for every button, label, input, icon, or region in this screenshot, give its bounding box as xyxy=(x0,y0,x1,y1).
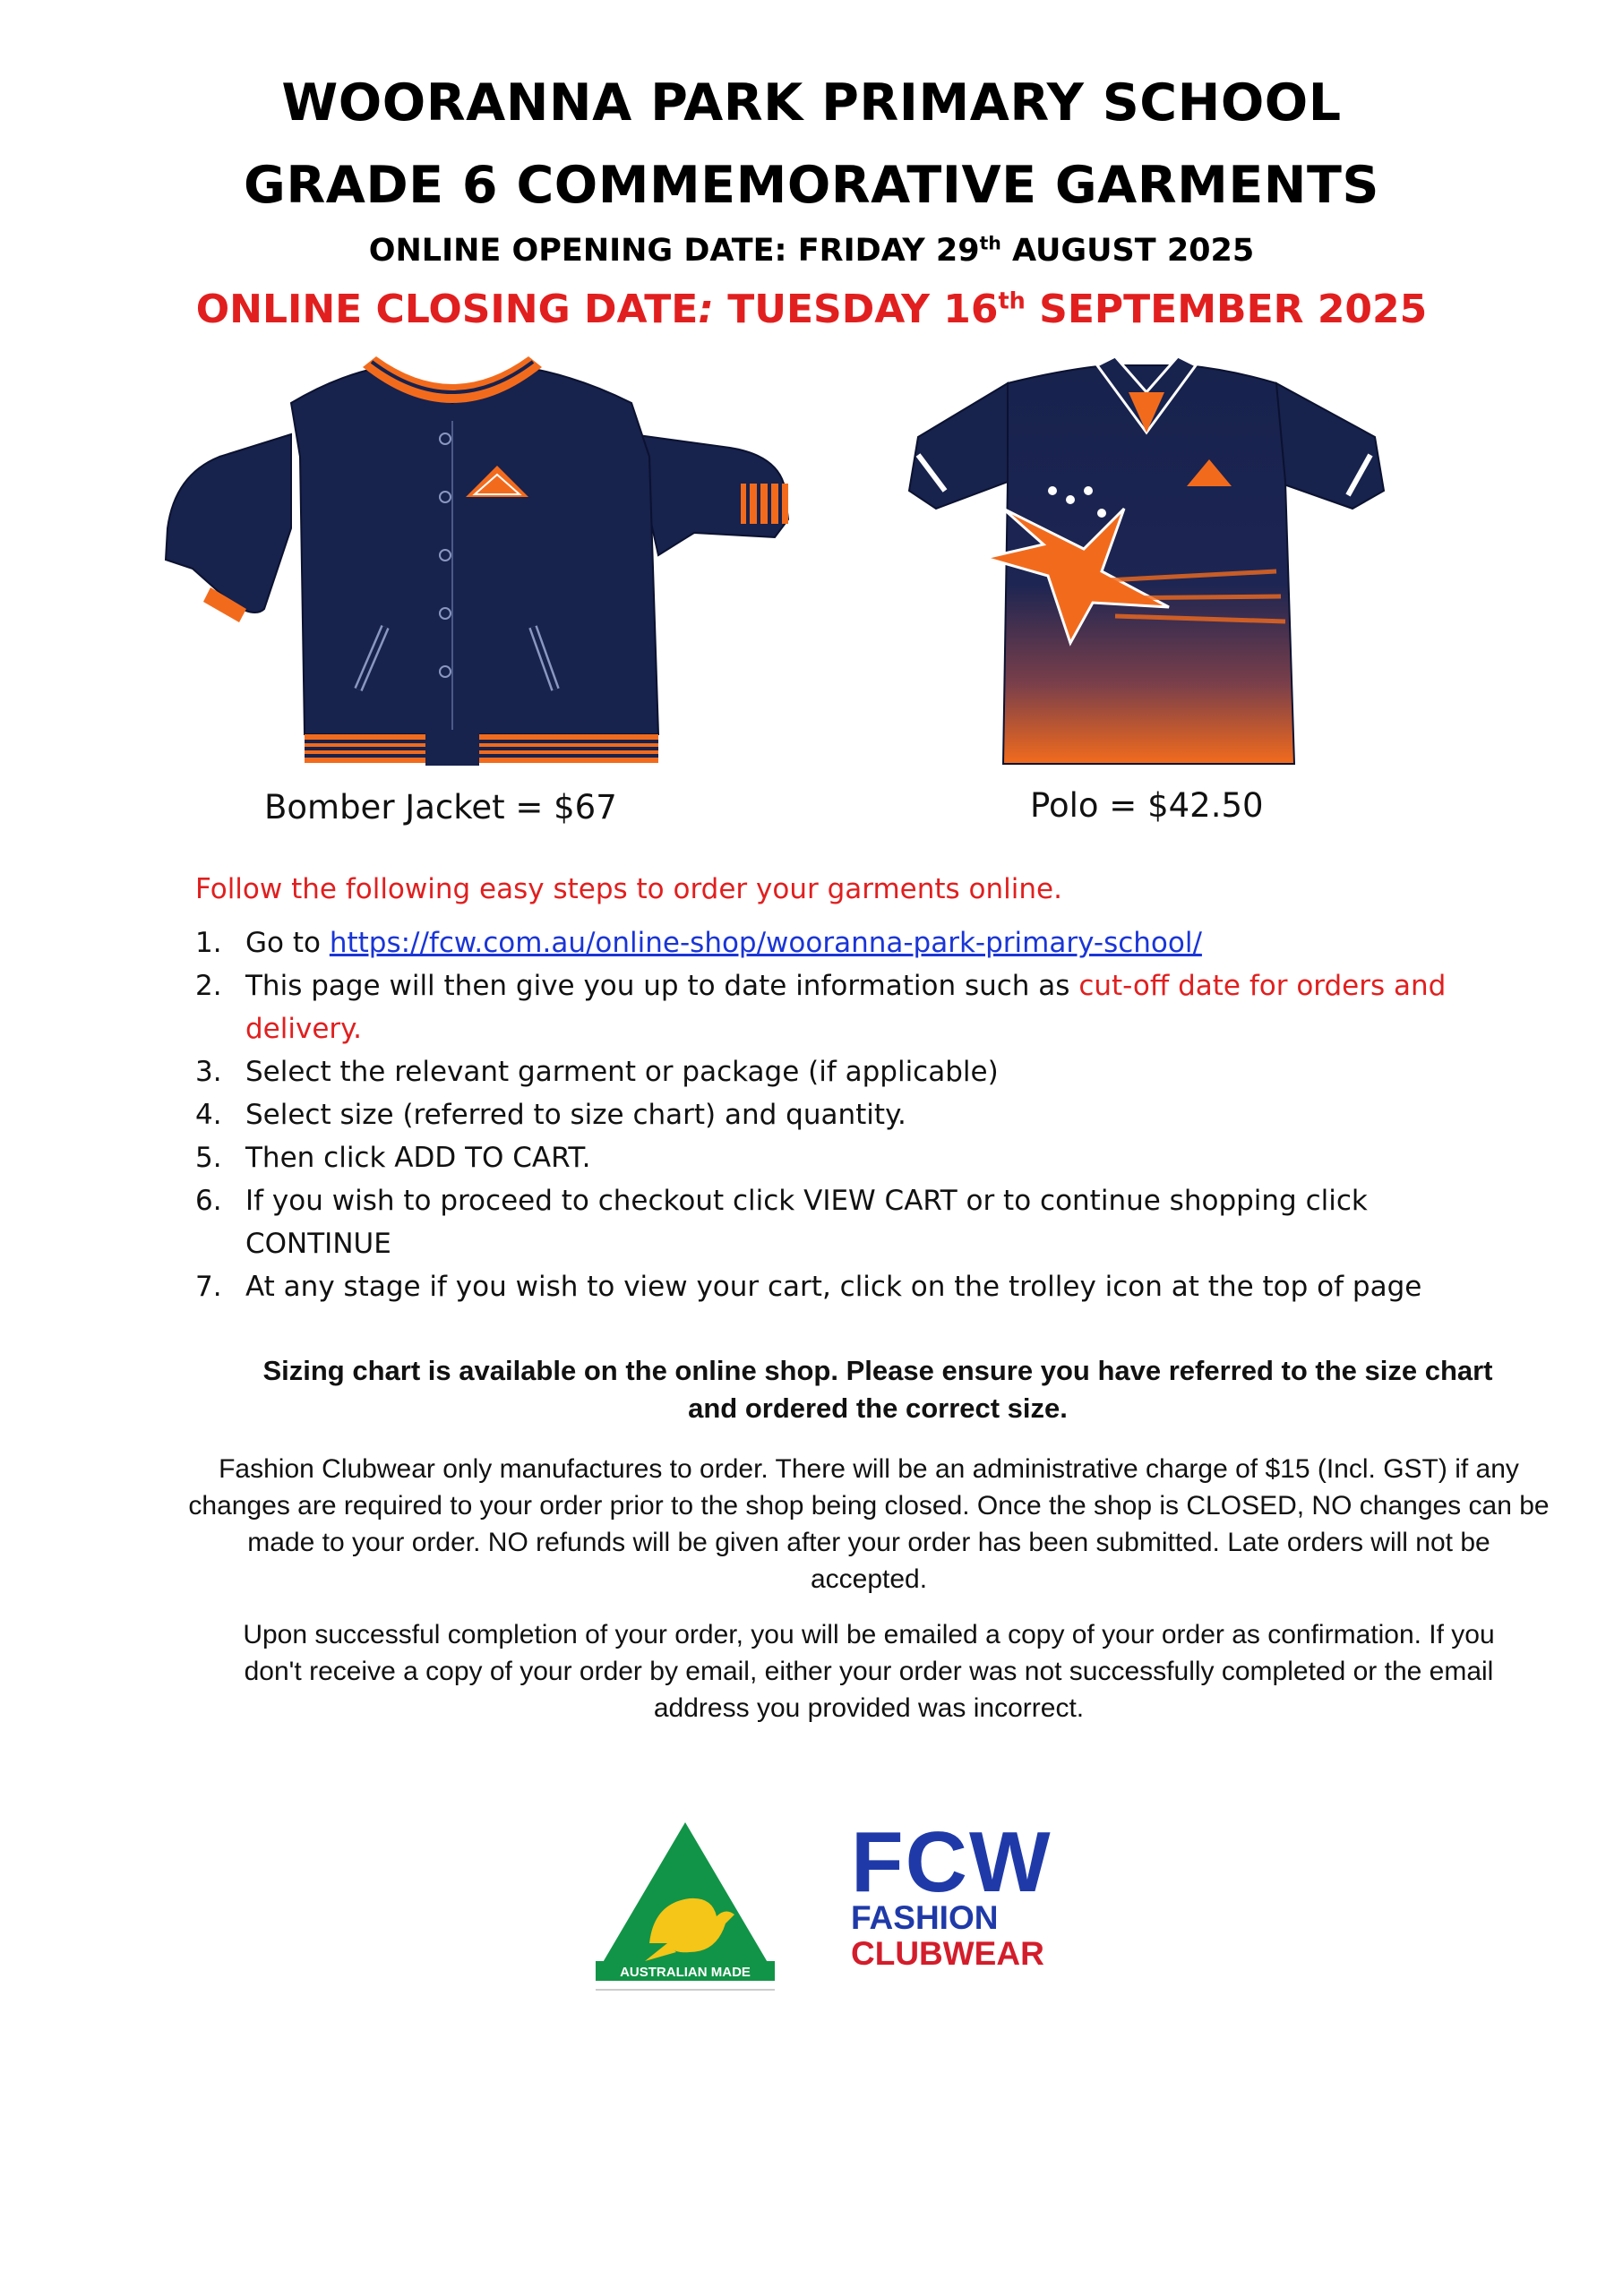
opening-date: ONLINE OPENING DATE: FRIDAY 29th AUGUST 2025 xyxy=(368,232,1255,269)
step-item: 5. Then click ADD TO CART. xyxy=(195,1142,591,1174)
polo-shirt-image xyxy=(900,356,1393,773)
shop-link[interactable]: https://fcw.com.au/online-shop/wooranna-park-primary-school/ xyxy=(329,927,1202,959)
australian-made-logo xyxy=(591,1818,779,1997)
step-item: 1. Go to https://fcw.com.au/online-shop/wooranna-park-primary-school/ xyxy=(195,927,1202,959)
australian-made-text: AUSTRALIAN MADE xyxy=(620,1965,751,1980)
fcw-clubwear: CLUBWEAR xyxy=(851,1935,1044,1972)
step-item: 6. If you wish to proceed to checkout click VIEW CART or to continue shopping click CONTINUE xyxy=(195,1185,1368,1260)
step-item: 2. This page will then give you up to date information such as cut-off date for orders and delivery. xyxy=(195,970,1447,1045)
bomber-jacket-image xyxy=(157,349,820,775)
confirmation-notice: Upon successful completion of your order, you will be emailed a copy of your order as confirmation. If you don't receive a copy of your order by email, either your order was not successfully completed or the email address you provided was incorrect. xyxy=(243,1620,1495,1723)
closing-date: ONLINE CLOSING DATE: TUESDAY 16th SEPTEMBER 2025 xyxy=(195,287,1428,332)
sizing-notice: Sizing chart is available on the online shop. Please ensure you have referred to the size chart and ordered the correct size. xyxy=(262,1355,1493,1424)
step-item: 7. At any stage if you wish to view your cart, click on the trolley icon at the top of page xyxy=(195,1271,1422,1303)
garments-title: GRADE 6 COMMEMORATIVE GARMENTS xyxy=(244,156,1379,215)
fcw-fashion: FASHION xyxy=(851,1899,999,1936)
school-title: WOORANNA PARK PRIMARY SCHOOL xyxy=(281,73,1342,133)
polo-price: Polo = $42.50 xyxy=(1030,786,1264,825)
order-steps xyxy=(195,873,1512,1308)
cutoff-note: cut-off date for orders and delivery. xyxy=(245,970,1447,1045)
step-item: 4. Select size (referred to size chart) and quantity. xyxy=(195,1099,906,1131)
steps-intro: Follow the following easy steps to order your garments online. xyxy=(195,873,1062,905)
step-item: 3. Select the relevant garment or package (if applicable) xyxy=(195,1056,999,1088)
bomber-jacket-price: Bomber Jacket = $67 xyxy=(264,788,617,827)
fcw-wordmark: FCW xyxy=(851,1814,1052,1910)
policy-notice: Fashion Clubwear only manufactures to order. There will be an administrative charge of $15 (Incl. GST) if any changes are required to your order prior to the shop being closed. Once the shop is CLOSED, NO changes can be made to your order. NO refunds will be given after your order has been submitted. Late orders will not be accepted. xyxy=(188,1454,1550,1594)
fcw-logo xyxy=(851,1814,1066,1972)
